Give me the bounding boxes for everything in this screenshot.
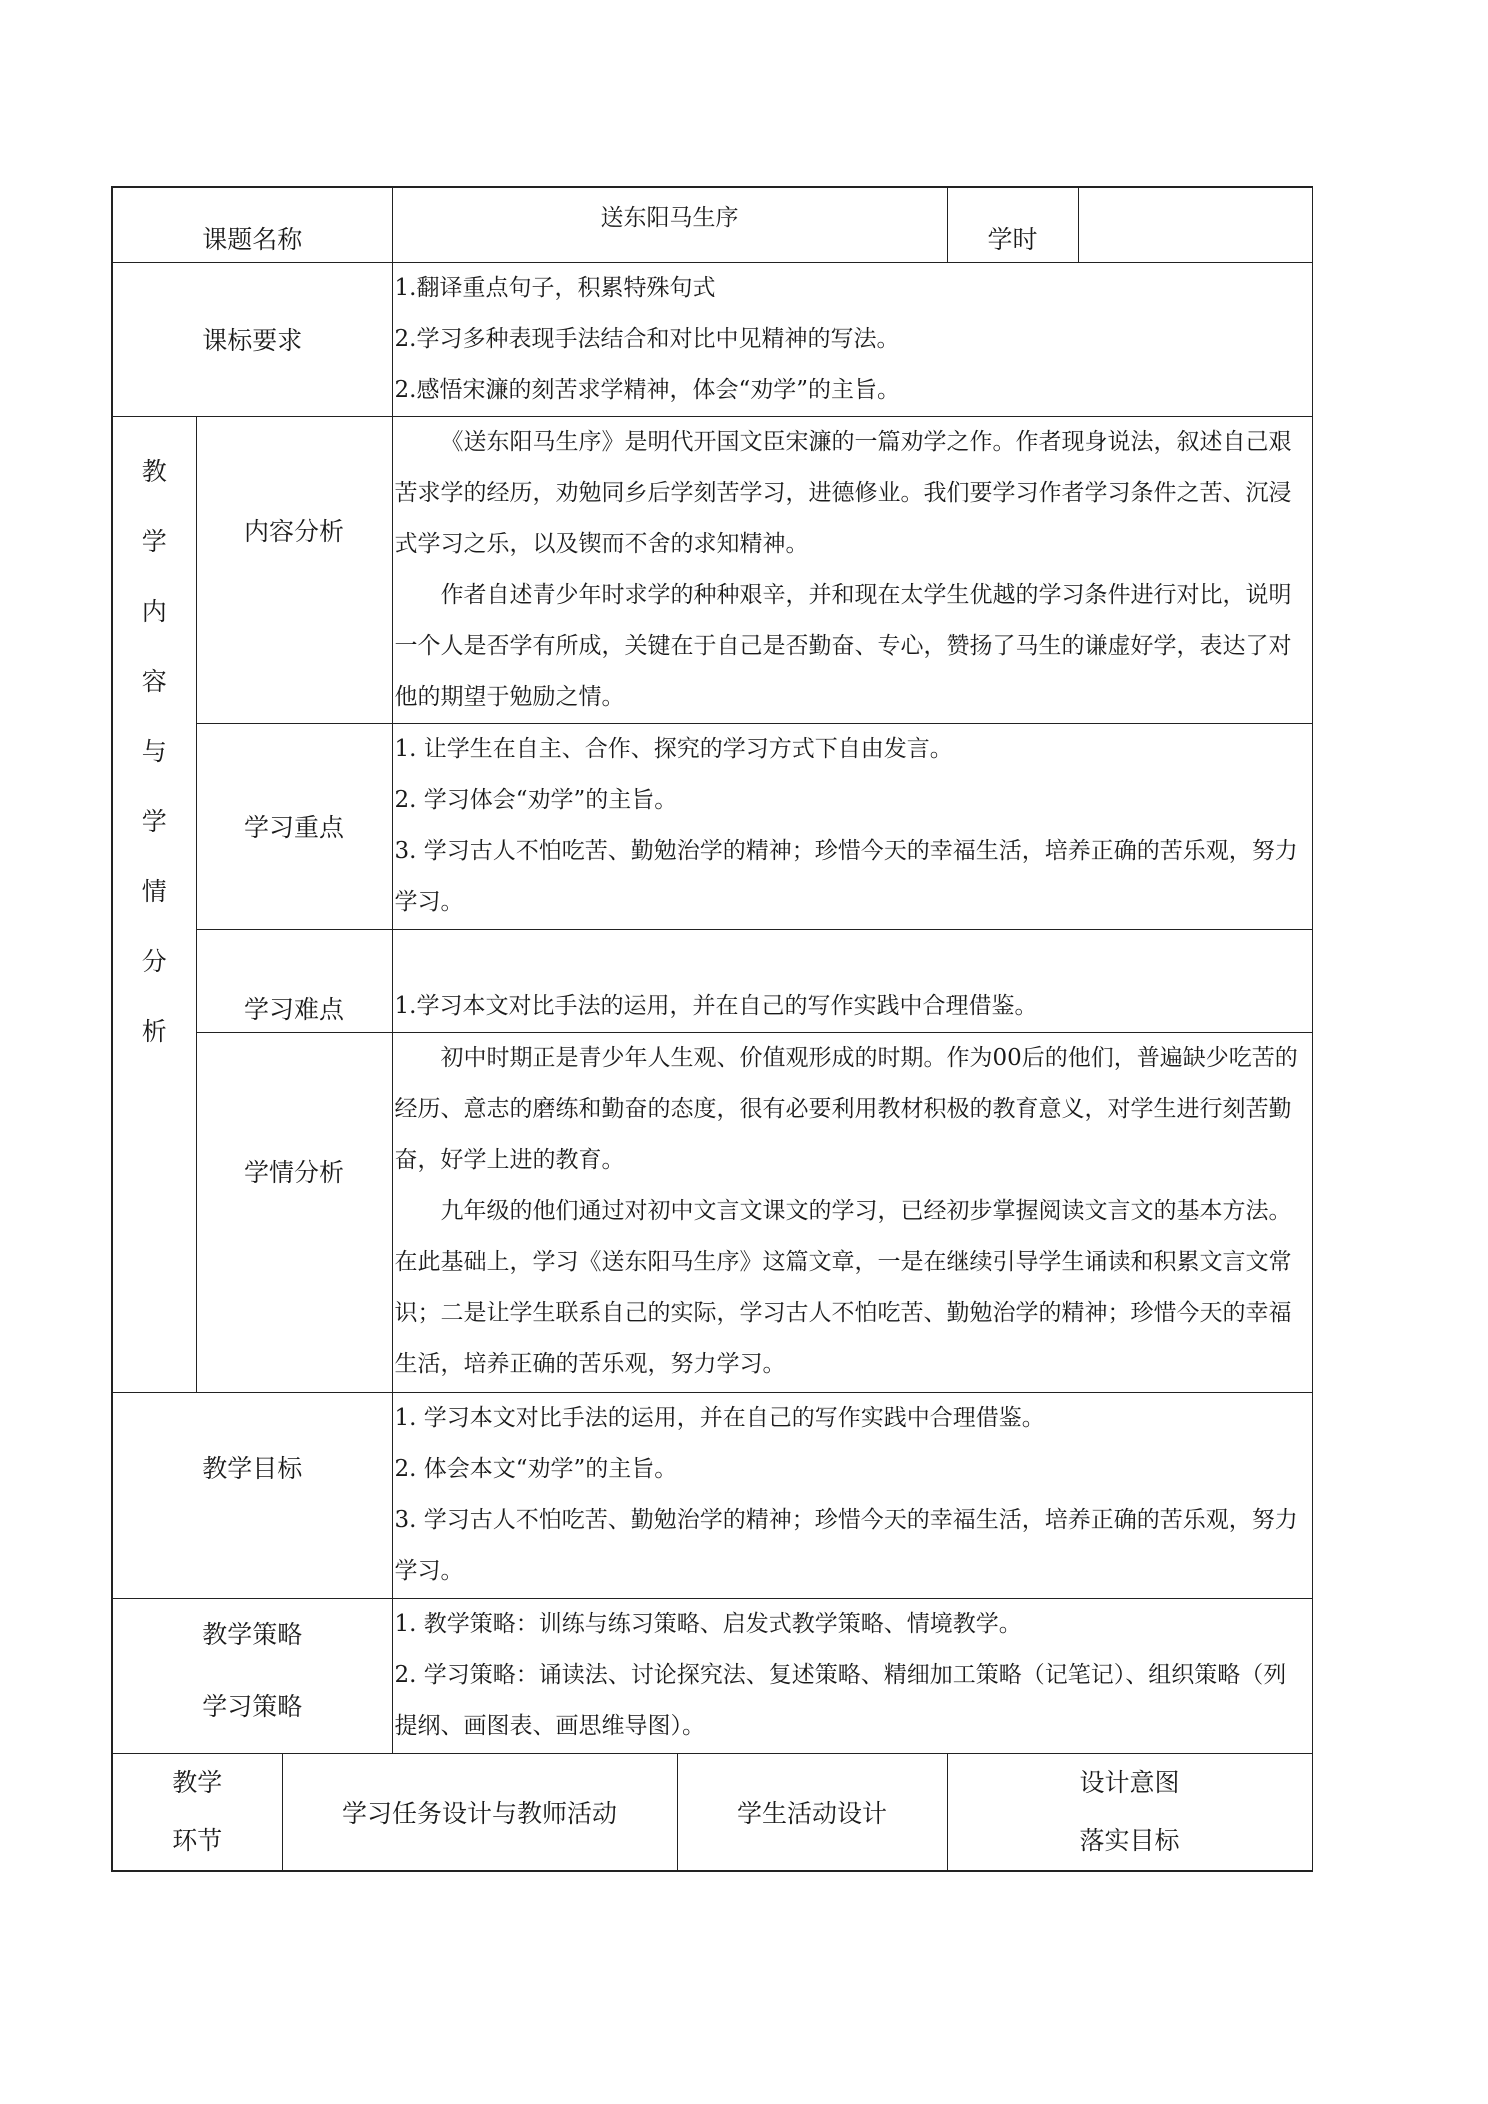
content-paragraph: 《送东阳马生序》是明代开国文臣宋濂的一篇劝学之作。作者现身说法，叙述自己艰苦求学的经历，劝勉同乡后学刻苦学习，进德修业。我们要学习作者学习条件之苦、沉浸式学习之乐，以及锲而不舍的求知精神。 xyxy=(394,428,1292,557)
learner-paragraph: 初中时期正是青少年人生观、价值观形成的时期。作为00后的他们，普遍缺少吃苦的经历、意志的磨练和勤奋的态度，很有必要利用教材积极的教育意义，对学生进行刻苦勤奋，好学上进的教育。 xyxy=(394,1044,1298,1173)
difficulties-label: 学习难点 xyxy=(196,929,392,1032)
student-activity-header: 学生活动设计 xyxy=(677,1753,947,1871)
vertical-char: 学 xyxy=(141,806,167,836)
key-points-content xyxy=(392,723,1312,929)
topic-row xyxy=(112,187,1312,262)
intent-header xyxy=(947,1753,1312,1871)
curriculum-item: 1.翻译重点句子，积累特殊句式 xyxy=(394,274,716,301)
curriculum-content xyxy=(392,262,1312,416)
goal-item: 2. 体会本文“劝学”的主旨。 xyxy=(394,1455,678,1482)
key-point-item: 1. 让学生在自主、合作、探究的学习方式下自由发言。 xyxy=(394,735,953,762)
goal-item: 1. 学习本文对比手法的运用，并在自己的写作实践中合理借鉴。 xyxy=(394,1404,1045,1431)
content-analysis-label: 内容分析 xyxy=(196,416,392,723)
learner-paragraph: 九年级的他们通过对初中文言文课文的学习，已经初步掌握阅读文言文的基本方法。在此基础上，学习《送东阳马生序》这篇文章，一是在继续引导学生诵读和积累文言文常识；二是让学生联系自己的实际，学习古人不怕吃苦、勤勉治学的精神；珍惜今天的幸福生活，培养正确的苦乐观，努力学习。 xyxy=(394,1197,1292,1377)
stage-header-line: 教学 xyxy=(172,1767,223,1797)
vertical-char: 内 xyxy=(141,596,167,626)
vertical-char: 分 xyxy=(141,946,167,976)
task-design-header: 学习任务设计与教师活动 xyxy=(282,1753,677,1871)
hours-label: 学时 xyxy=(947,187,1078,262)
hours-value xyxy=(1078,187,1312,262)
vertical-char: 容 xyxy=(141,666,167,696)
difficulties-row xyxy=(112,929,1312,1032)
stage-header xyxy=(112,1753,282,1871)
teaching-strategy-label: 教学策略 xyxy=(202,1619,303,1649)
vertical-char: 教 xyxy=(141,456,167,486)
key-points-row xyxy=(112,723,1312,929)
curriculum-row xyxy=(112,262,1312,416)
process-header-row xyxy=(112,1753,1312,1871)
strategies-row xyxy=(112,1598,1312,1753)
teaching-goals-row xyxy=(112,1392,1312,1598)
strategies-labels xyxy=(112,1598,392,1753)
curriculum-label: 课标要求 xyxy=(112,262,392,416)
difficulty-item: 1.学习本文对比手法的运用，并在自己的写作实践中合理借鉴。 xyxy=(394,992,1038,1019)
content-paragraph: 作者自述青少年时求学的种种艰辛，并和现在太学生优越的学习条件进行对比，说明一个人是否学有所成，关键在于自己是否勤奋、专心，赞扬了马生的谦虚好学，表达了对他的期望于勉励之情。 xyxy=(394,581,1292,710)
learner-analysis-row xyxy=(112,1032,1312,1392)
learner-analysis-text xyxy=(392,1032,1312,1392)
intent-header-line: 设计意图 xyxy=(1079,1767,1180,1797)
vertical-char: 与 xyxy=(141,736,167,766)
vertical-char: 学 xyxy=(141,526,167,556)
strategy-item: 1. 教学策略：训练与练习策略、启发式教学策略、情境教学。 xyxy=(394,1610,1022,1637)
curriculum-item: 2.学习多种表现手法结合和对比中见精神的写法。 xyxy=(394,325,900,352)
intent-header-line: 落实目标 xyxy=(1079,1825,1180,1855)
teaching-goals-label: 教学目标 xyxy=(112,1392,392,1598)
content-analysis-row xyxy=(112,416,1312,723)
curriculum-item: 2.感悟宋濂的刻苦求学精神，体会“劝学”的主旨。 xyxy=(394,376,900,403)
key-point-item: 3. 学习古人不怕吃苦、勤勉治学的精神；珍惜今天的幸福生活，培养正确的苦乐观，努力学习。 xyxy=(394,837,1298,915)
topic-label: 课题名称 xyxy=(112,187,392,262)
learner-analysis-label: 学情分析 xyxy=(196,1032,392,1392)
topic-value: 送东阳马生序 xyxy=(392,187,947,262)
lesson-plan-table xyxy=(111,186,1313,1872)
analysis-vertical-label xyxy=(112,416,196,1392)
difficulties-content xyxy=(392,929,1312,1032)
key-point-item: 2. 学习体会“劝学”的主旨。 xyxy=(394,786,678,813)
stage-header-line: 环节 xyxy=(172,1825,223,1855)
vertical-char: 析 xyxy=(141,1016,167,1046)
content-analysis-text xyxy=(392,416,1312,723)
learning-strategy-label: 学习策略 xyxy=(202,1691,303,1721)
teaching-goals-content xyxy=(392,1392,1312,1598)
vertical-char: 情 xyxy=(141,876,167,906)
key-points-label: 学习重点 xyxy=(196,723,392,929)
strategy-item: 2. 学习策略：诵读法、讨论探究法、复述策略、精细加工策略（记笔记）、组织策略（列提纲、画图表、画思维导图）。 xyxy=(394,1661,1287,1739)
goal-item: 3. 学习古人不怕吃苦、勤勉治学的精神；珍惜今天的幸福生活，培养正确的苦乐观，努力学习。 xyxy=(394,1506,1298,1584)
strategies-content xyxy=(392,1598,1312,1753)
